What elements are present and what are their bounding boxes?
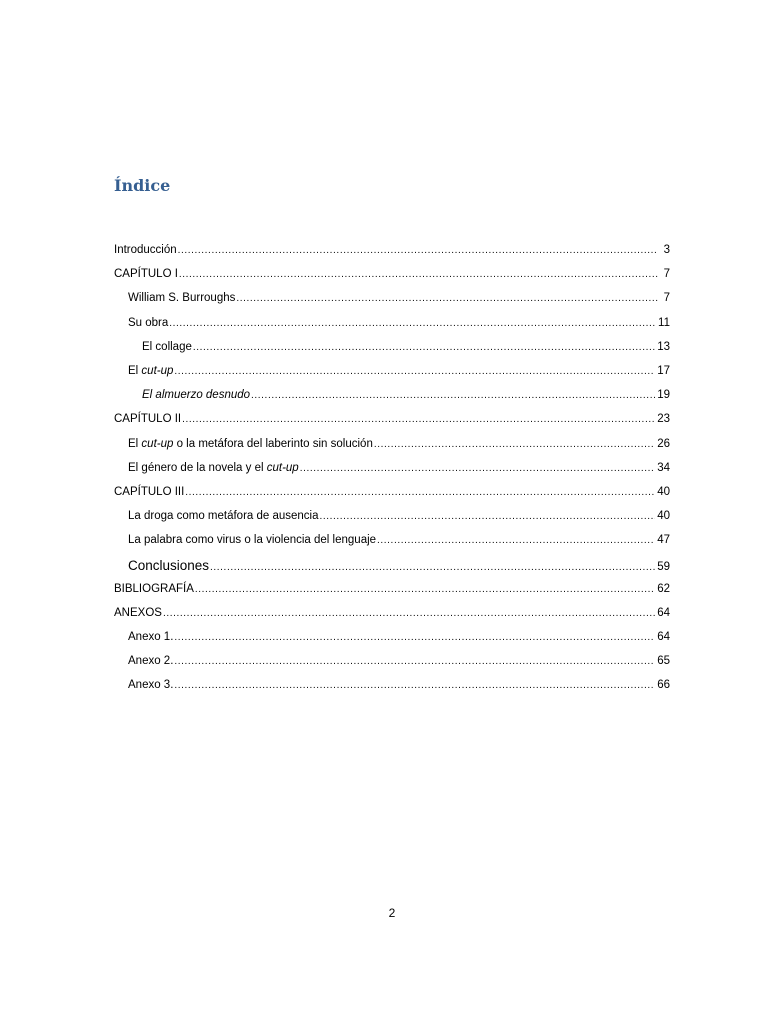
toc-entry-page: 7: [663, 268, 670, 281]
toc-entry-title: [128, 679, 173, 691]
toc-dot-leader: [320, 511, 656, 522]
toc-entry-title: [114, 268, 178, 280]
toc-entry-page: 62: [657, 582, 670, 595]
toc-entry-title-part: William S. Burroughs: [128, 292, 236, 305]
toc-entry-title-part: cut-up: [141, 437, 174, 450]
toc-entry-page: 7: [663, 292, 670, 305]
toc-dot-leader: [377, 535, 655, 546]
toc-entry-page: 59: [657, 561, 670, 574]
toc-entry-title-part: o la metáfora del laberinto sin solución: [173, 437, 373, 450]
toc-entry-title-part: BIBLIOGRAFÍA: [114, 582, 194, 595]
toc-entry[interactable]: [114, 679, 670, 703]
toc-entry[interactable]: [114, 462, 670, 486]
toc-entry[interactable]: [114, 655, 670, 679]
toc-entry-page: 66: [657, 679, 670, 692]
toc-entry-title: [128, 655, 173, 667]
toc-entry-title-part: La droga como metáfora de ausencia: [128, 510, 319, 523]
toc-dot-leader: [193, 342, 655, 353]
toc-entry-title-part: cut-up: [266, 461, 299, 474]
toc-entry-title-part: Conclusiones: [128, 558, 210, 574]
toc-entry-title-part: CAPÍTULO III: [114, 485, 185, 498]
toc-dot-leader: [195, 584, 655, 595]
toc-dot-leader: [182, 414, 655, 425]
toc-entry-title: [128, 317, 168, 329]
toc-entry-page: 40: [657, 510, 670, 523]
toc-entry-page: 65: [657, 655, 670, 668]
toc-dot-leader: [185, 487, 655, 498]
toc-entry-title-part: Introducción: [114, 244, 177, 256]
toc-dot-leader: [179, 269, 658, 280]
toc-dot-leader: [251, 390, 655, 401]
toc-entry-title-part: CAPÍTULO I: [114, 268, 178, 281]
toc-entry-page: 19: [657, 389, 670, 402]
toc-entry-page: 3: [663, 244, 670, 256]
toc-entry[interactable]: [114, 341, 670, 365]
toc-entry-title-part: CAPÍTULO II: [114, 413, 182, 426]
toc-entry-title: [128, 365, 173, 377]
toc-entry[interactable]: [114, 583, 670, 607]
toc-entry[interactable]: [114, 486, 670, 510]
toc-entry-title: [142, 341, 192, 353]
toc-entry-title: [128, 292, 235, 304]
toc-entry[interactable]: [114, 268, 670, 292]
toc-entry-page: 47: [657, 534, 670, 547]
toc-dot-leader: [163, 608, 655, 619]
toc-entry-page: 13: [657, 340, 670, 353]
toc-entry[interactable]: [114, 534, 670, 558]
toc-entry[interactable]: [114, 413, 670, 437]
toc-entry-title: [128, 462, 299, 474]
toc-entry-title: [128, 510, 319, 522]
toc-entry-title: [114, 583, 194, 595]
toc-dot-leader: [236, 293, 658, 304]
toc-entry[interactable]: [114, 631, 670, 655]
page-number: 2: [388, 906, 396, 920]
toc-entry-title-part: ANEXOS: [114, 606, 162, 619]
toc-entry[interactable]: [114, 244, 670, 268]
toc-dot-leader: [174, 656, 655, 667]
toc-dot-leader: [174, 632, 655, 643]
toc-entry-page: 64: [657, 631, 670, 643]
toc-entry-page: 11: [658, 316, 670, 329]
toc-entry-title-part: El: [128, 364, 142, 377]
toc-entry[interactable]: [114, 510, 670, 534]
toc-entry-page: 64: [657, 606, 670, 619]
toc-entry-title: [128, 631, 173, 643]
toc-entry[interactable]: [114, 607, 670, 631]
toc-entry-page: 23: [657, 413, 670, 426]
toc-entry-title: [142, 389, 250, 401]
toc-entry[interactable]: [114, 438, 670, 462]
toc-dot-leader: [300, 463, 656, 474]
toc-entry-title: [114, 413, 181, 425]
toc-entry-title: [128, 438, 373, 450]
toc-heading: Índice: [114, 176, 171, 195]
toc-entry[interactable]: [114, 292, 670, 316]
toc-entry-title: [114, 607, 162, 619]
toc-entry-title-part: Anexo 3.: [128, 679, 174, 692]
toc-entry-page: 34: [657, 461, 670, 474]
toc-entry-page: 26: [657, 437, 670, 450]
toc-entry[interactable]: [114, 558, 670, 582]
toc-entry[interactable]: [114, 365, 670, 389]
toc-entry-title-part: Anexo 2.: [128, 655, 174, 668]
toc-entry-title-part: La palabra como virus o la violencia del lenguaje: [128, 534, 377, 547]
toc-dot-leader: [178, 245, 658, 256]
toc-dot-leader: [174, 680, 655, 691]
toc-entry-title: [114, 486, 184, 498]
toc-dot-leader: [169, 318, 656, 329]
toc-entry-title-part: cut-up: [141, 364, 174, 377]
toc-entry-title: [128, 558, 209, 573]
toc-dot-leader: [210, 562, 655, 573]
toc-entry-title-part: Anexo 1.: [128, 631, 174, 643]
toc-entry-title-part: Su obra: [128, 316, 169, 329]
toc-entry-title-part: El collage: [142, 340, 192, 353]
toc-entry-title-part: El género de la novela y el: [128, 461, 267, 474]
toc-entry-title-part: El: [128, 437, 142, 450]
toc-entry-title-part: El almuerzo desnudo: [142, 389, 251, 402]
toc-entry-title: [128, 534, 376, 546]
toc-entry[interactable]: [114, 389, 670, 413]
toc-dot-leader: [374, 439, 655, 450]
toc-entry[interactable]: [114, 317, 670, 341]
table-of-contents: [114, 244, 670, 704]
toc-entry-page: 40: [657, 485, 670, 498]
toc-dot-leader: [174, 366, 655, 377]
toc-entry-page: 17: [657, 364, 670, 377]
toc-entry-title: [114, 244, 177, 256]
